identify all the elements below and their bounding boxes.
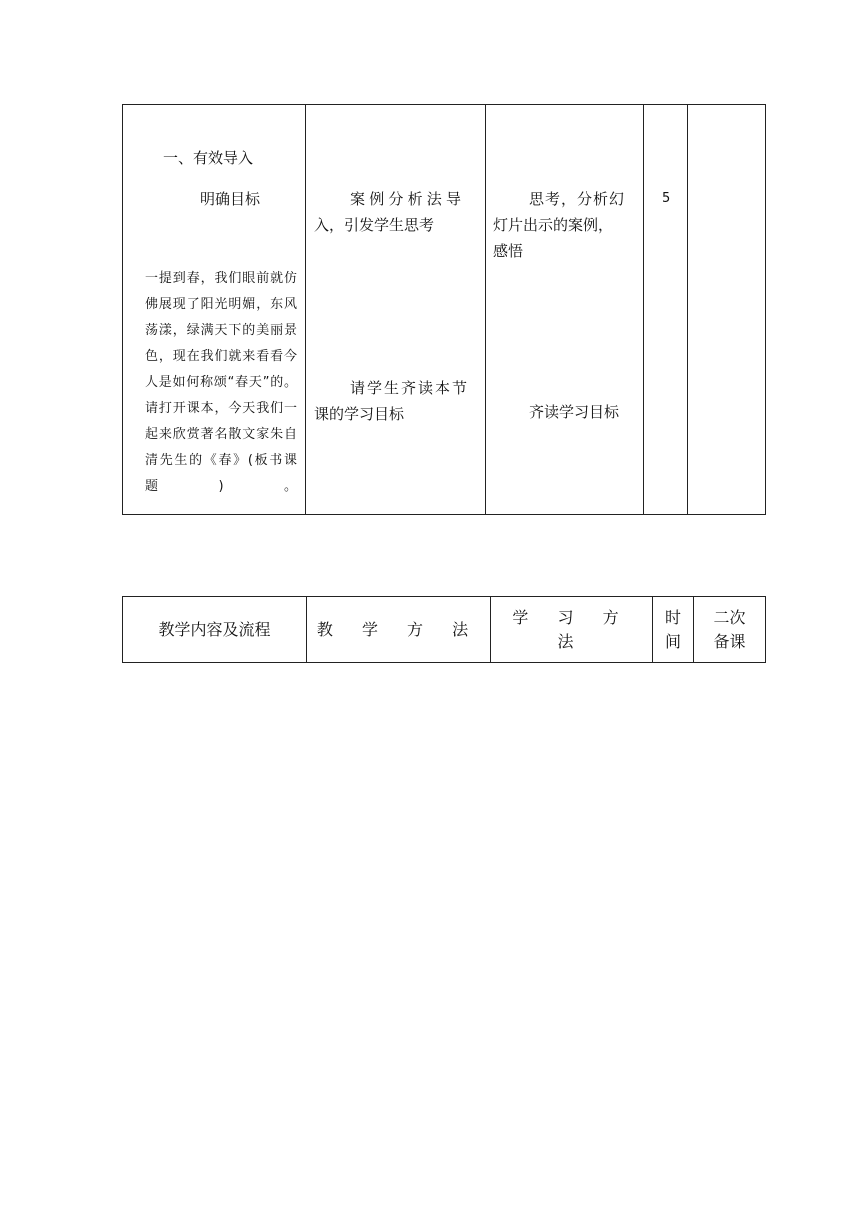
- teaching-method-1-line-1: 案例分析法导: [350, 190, 466, 208]
- header-table: [122, 596, 766, 663]
- section-heading: 一、有效导入: [163, 149, 254, 167]
- header-learning-method: [491, 597, 653, 663]
- intro-paragraph: 一提到春，我们眼前就仿佛展现了阳光明媚，东风荡漾，绿满天下的美丽景色，现在我们就来看看今人是如何称颂“春天”的。请打开课本，今天我们一起来欣赏著名散文家朱自清先生的《春》(板书课题)。: [145, 271, 297, 494]
- header-learning-method-label: 学 习 方 法: [512, 607, 631, 651]
- teaching-method-1-line-2: 入，引发学生思考: [314, 216, 435, 234]
- content-cell: [123, 105, 306, 515]
- header-content-flow: [123, 597, 307, 663]
- learning-method-1-line-3: 感悟: [493, 242, 524, 260]
- header-second-prep: [694, 597, 766, 663]
- header-content-flow-label: 教学内容及流程: [158, 619, 271, 639]
- header-time-label: 时间: [664, 607, 681, 651]
- teaching-method-cell: [306, 105, 486, 515]
- header-teaching-method-label: 教 学 方 法: [316, 619, 481, 639]
- time-minutes: 5: [662, 191, 671, 206]
- learning-method-cell: [486, 105, 644, 515]
- learning-method-1-line-1: 思考，分析幻: [529, 190, 626, 208]
- second-prep-cell: [688, 105, 766, 515]
- header-second-prep-label: 二次备课: [713, 607, 746, 651]
- time-cell: [644, 105, 688, 515]
- teaching-method-2-line-2: 课的学习目标: [314, 405, 405, 423]
- header-time: [653, 597, 694, 663]
- lesson-table: [122, 104, 766, 515]
- learning-method-2: 齐读学习目标: [529, 403, 620, 421]
- header-teaching-method: [307, 597, 491, 663]
- section-subheading: 明确目标: [200, 190, 261, 208]
- learning-method-1-line-2: 灯片出示的案例，: [493, 216, 614, 234]
- teaching-method-2-line-1: 请学生齐读本节: [350, 379, 470, 397]
